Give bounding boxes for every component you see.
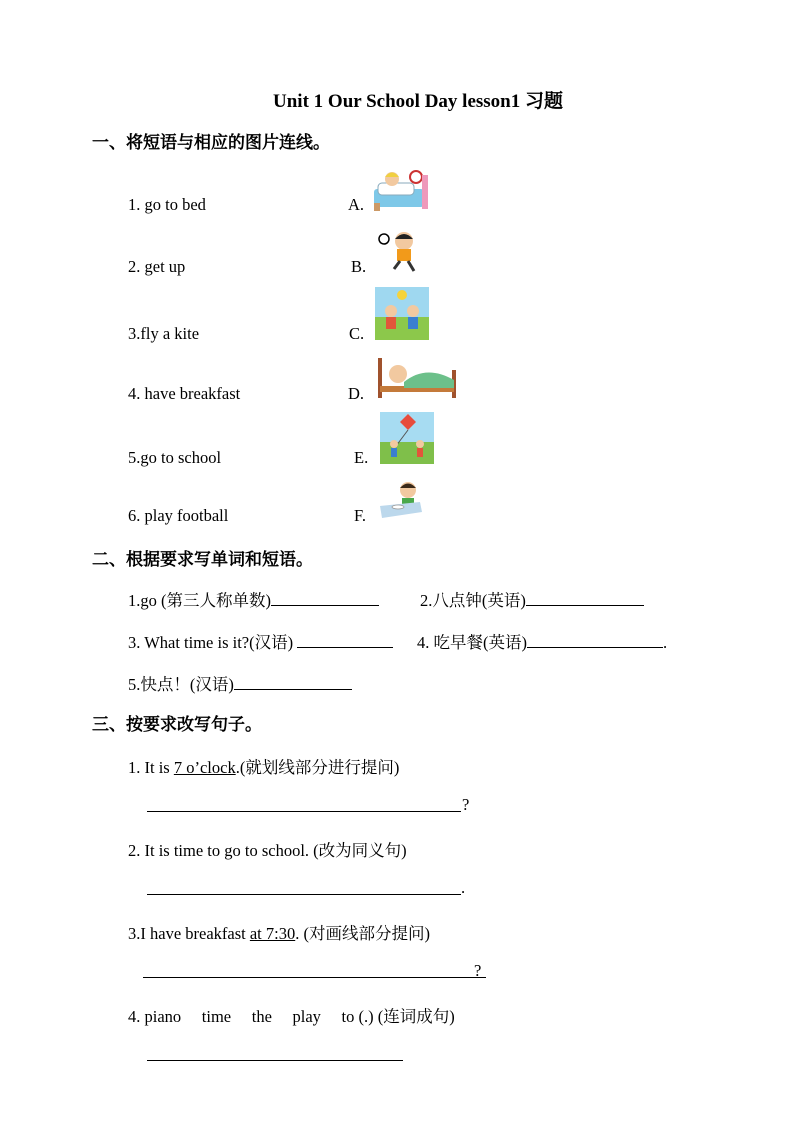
s3-q1-post: .(就划线部分进行提问) — [235, 758, 400, 777]
s2-question-5 — [128, 671, 352, 695]
s3-q2-end: . — [461, 878, 466, 897]
s3-q1-answer-line[interactable] — [147, 811, 461, 812]
football-boy-picture — [376, 229, 422, 273]
s2-question-1 — [128, 587, 379, 611]
breakfast-boy-picture — [378, 478, 424, 524]
letter-c: C. — [349, 324, 365, 343]
s2-q1-blank[interactable] — [271, 591, 379, 606]
section2-heading: 二、根据要求写单词和短语。 — [92, 550, 313, 570]
phrase-3: 3.fly a kite — [128, 324, 200, 343]
phrase-6: 6. play football — [128, 506, 229, 525]
s2-q2-blank[interactable] — [526, 591, 644, 606]
section1-heading: 一、将短语与相应的图片连线。 — [92, 133, 330, 153]
phrase-1: 1. go to bed — [128, 195, 206, 214]
page-title: Unit 1 Our School Day lesson1 习题 — [273, 91, 563, 112]
s3-q2-answer-line[interactable] — [147, 894, 461, 895]
walk-to-school-picture — [375, 287, 429, 340]
s2-question-3 — [128, 629, 393, 653]
letter-e: E. — [354, 448, 369, 467]
s3-q3-underlined: at 7:30 — [249, 924, 296, 943]
s3-q3-answer-line[interactable] — [143, 977, 486, 978]
bed-alarm-picture — [372, 165, 430, 213]
s2-q5-blank[interactable] — [234, 675, 352, 690]
phrase-4: 4. have breakfast — [128, 384, 241, 403]
s2-q3-blank[interactable] — [297, 633, 393, 648]
s2-question-2 — [420, 587, 644, 611]
s2-q2-text: 2.八点钟(英语) — [420, 591, 526, 610]
sleeping-boy-picture — [376, 352, 458, 400]
s2-q1-text: 1.go (第三人称单数) — [128, 591, 271, 610]
s2-q4-text: 4. 吃早餐(英语) — [417, 633, 527, 652]
s2-q5-text: 5.快点！(汉语) — [128, 675, 234, 694]
s3-q1-end: ? — [462, 795, 470, 814]
letter-a: A. — [348, 195, 365, 214]
s3-q3-end: ? — [474, 961, 482, 980]
s3-question-3 — [128, 920, 430, 944]
s3-question-2: 2. It is time to go to school. (改为同义句) — [128, 841, 407, 860]
s3-q3-pre: 3.I have breakfast — [128, 924, 250, 943]
kite-flying-picture — [380, 412, 434, 464]
letter-f: F. — [354, 506, 366, 525]
phrase-2: 2. get up — [128, 257, 186, 276]
s3-q3-post: . (对画线部分提问) — [295, 924, 430, 943]
s2-q4-end: . — [663, 633, 668, 652]
letter-d: D. — [348, 384, 365, 403]
s3-q1-underlined: 7 o’clock — [173, 758, 236, 777]
section3-heading: 三、按要求改写句子。 — [92, 715, 262, 735]
phrase-5: 5.go to school — [128, 448, 222, 467]
s2-q3-text: 3. What time is it?(汉语) — [128, 633, 298, 652]
s3-q4-answer-line[interactable] — [147, 1060, 403, 1061]
s3-q1-pre: 1. It is — [128, 758, 174, 777]
s2-question-4 — [417, 629, 667, 653]
letter-b: B. — [351, 257, 367, 276]
s2-q4-blank[interactable] — [527, 633, 663, 648]
s3-question-4: 4. piano time the play to (.) (连词成句) — [128, 1007, 455, 1026]
s3-question-1 — [128, 754, 399, 778]
